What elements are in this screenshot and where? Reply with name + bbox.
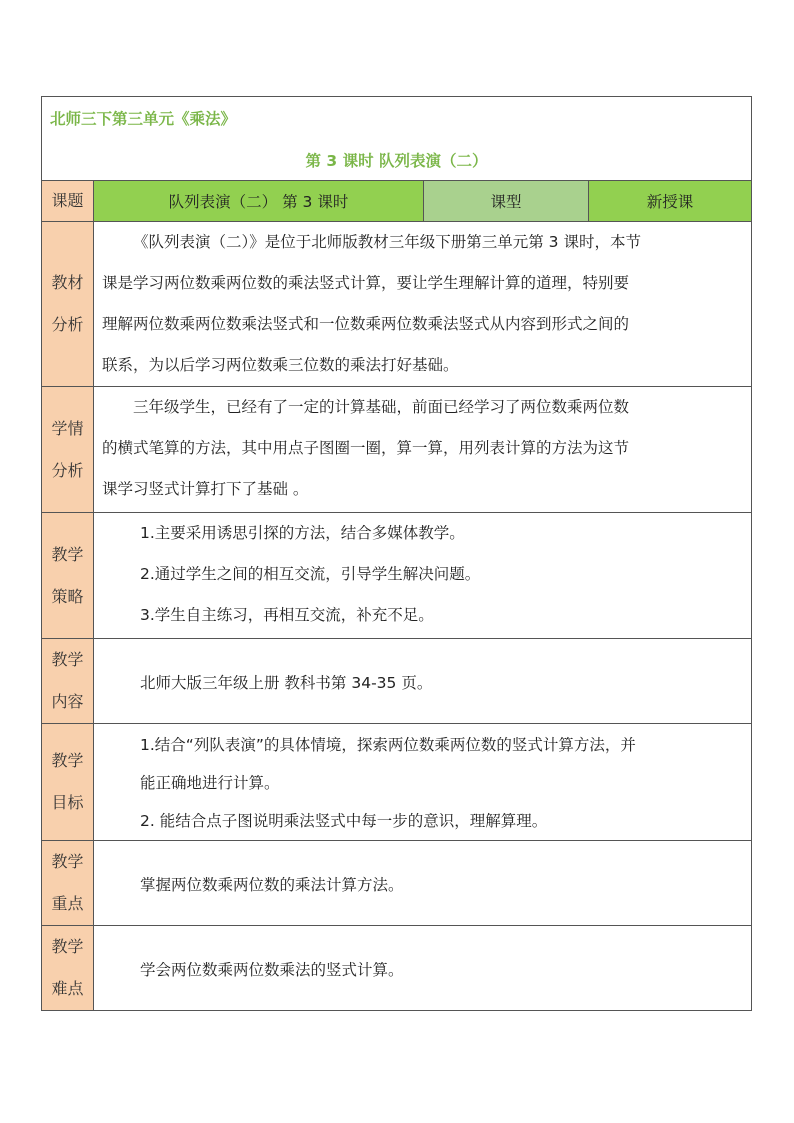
content-line: 1.主要采用诱思引探的方法，结合多媒体教学。 <box>140 524 465 542</box>
row-label-line: 教学 <box>51 650 84 669</box>
row-label-line: 教材 <box>51 273 84 292</box>
lesson-type-value: 新授课 <box>589 181 752 222</box>
row-content <box>94 926 752 1011</box>
row-label-line: 学情 <box>51 418 84 438</box>
row-content <box>94 387 752 513</box>
header-row <box>42 97 752 181</box>
row-label <box>42 513 94 639</box>
content-line: 掌握两位数乘两位数的乘法计算方法。 <box>140 875 404 894</box>
lesson-plan-sheet <box>41 96 751 1011</box>
content-line: 3.学生自主练习，再相互交流，补充不足。 <box>140 606 434 624</box>
row-label-line: 教学 <box>51 937 84 956</box>
topic-label: 课题 <box>42 181 94 222</box>
content-line: 《队列表演（二）》是位于北师版教材三年级下册第三单元第 3 课时，本节 <box>133 233 641 251</box>
lesson-title: 第 3 课时 队列表演（二） <box>305 152 488 170</box>
row-label-line: 策略 <box>51 586 84 606</box>
row-label <box>42 926 94 1011</box>
row-teaching-objectives <box>42 724 752 841</box>
content-line: 2.通过学生之间的相互交流，引导学生解决问题。 <box>140 565 481 583</box>
row-key-points <box>42 841 752 926</box>
row-label-line: 教学 <box>51 852 84 871</box>
row-label <box>42 387 94 513</box>
unit-title: 北师三下第三单元《乘法》 <box>50 110 237 128</box>
content-line: 学会两位数乘两位数乘法的竖式计算。 <box>140 960 404 979</box>
row-content <box>94 639 752 724</box>
row-content <box>94 222 752 387</box>
content-line: 北师大版三年级上册 教科书第 34-35 页。 <box>140 673 433 692</box>
row-label <box>42 724 94 841</box>
content-line: 三年级学生，已经有了一定的计算基础，前面已经学习了两位数乘两位数 <box>133 398 630 416</box>
content-line: 课是学习两位数乘两位数的乘法竖式计算，要让学生理解计算的道理，特别要 <box>102 274 630 292</box>
row-teaching-content <box>42 639 752 724</box>
content-line: 理解两位数乘两位数乘法竖式和一位数乘两位数乘法竖式从内容到形式之间的 <box>102 315 630 333</box>
content-line: 的横式笔算的方法，其中用点子图圈一圈，算一算，用列表计算的方法为这节 <box>102 439 630 457</box>
content-line: 联系，为以后学习两位数乘三位数的乘法打好基础。 <box>102 356 459 374</box>
lesson-type-label: 课型 <box>424 181 589 222</box>
row-label-line: 内容 <box>51 692 84 711</box>
row-difficulties <box>42 926 752 1011</box>
row-label-line: 目标 <box>51 793 84 812</box>
topic-value: 队列表演（二） 第 3 课时 <box>94 181 424 222</box>
content-line: 1.结合“列队表演”的具体情境，探索两位数乘两位数的竖式计算方法，并 <box>140 736 636 754</box>
row-label-line: 教学 <box>51 544 84 564</box>
topic-row <box>42 181 752 222</box>
row-teaching-strategy <box>42 513 752 639</box>
content-line: 能正确地进行计算。 <box>140 774 280 792</box>
row-label <box>42 222 94 387</box>
row-label-line: 分析 <box>51 460 84 480</box>
content-line: 2. 能结合点子图说明乘法竖式中每一步的意识，理解算理。 <box>140 812 548 830</box>
header-cell <box>42 97 752 181</box>
content-line: 课学习竖式计算打下了基础 。 <box>102 480 309 498</box>
row-label <box>42 841 94 926</box>
row-content <box>94 841 752 926</box>
row-student-analysis <box>42 387 752 513</box>
row-label-line: 难点 <box>51 979 84 998</box>
row-content <box>94 724 752 841</box>
lesson-plan-table <box>41 96 752 1011</box>
row-textbook-analysis <box>42 222 752 387</box>
row-content <box>94 513 752 639</box>
row-label-line: 分析 <box>51 315 84 334</box>
row-label-line: 教学 <box>51 751 84 770</box>
row-label <box>42 639 94 724</box>
row-label-line: 重点 <box>51 894 84 913</box>
